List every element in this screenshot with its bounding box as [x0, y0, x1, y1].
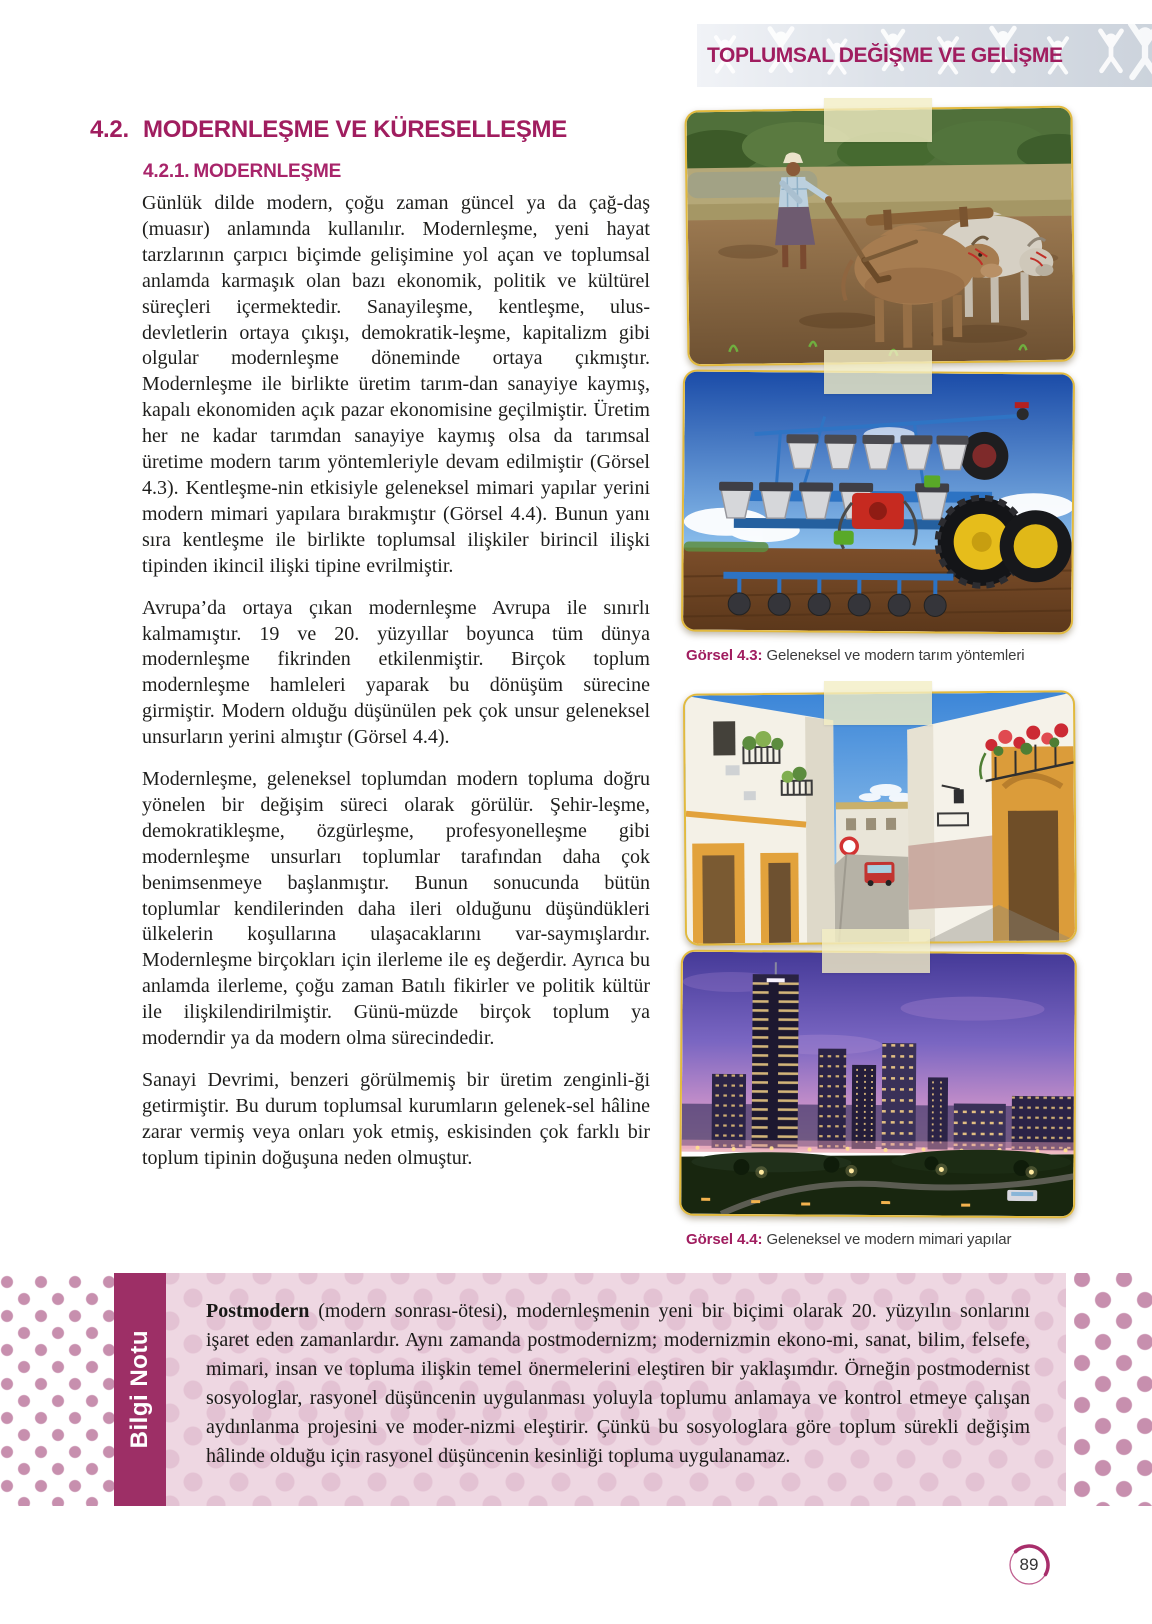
- figure-caption-text: Geleneksel ve modern mimari yapılar: [766, 1231, 1012, 1248]
- polka-dot-strip-right: [1074, 1273, 1152, 1506]
- photo-modern-seeder: [681, 369, 1075, 634]
- left-building: [685, 694, 835, 943]
- photo-traditional-street: [683, 690, 1077, 945]
- figure-caption-text: Geleneksel ve modern tarım yöntemleri: [766, 647, 1025, 664]
- photo-modern-city-night: [679, 950, 1077, 1219]
- tape-strip: [824, 681, 932, 725]
- page-number-badge: [1006, 1542, 1052, 1588]
- paragraph-3: Modernleşme, geleneksel toplumdan modern topluma doğru yönelen bir değişim süreci olarak görülür. Şehir-leşme, demokratikleşme, özgürleşme, profesyonelleşme gibi modernleşme unsurları toplumlar tarafından daha çok benimsenmeye başlanmıştır. Bunun sonucunda bütün toplumlar kendilerinden daha ileri olduğunu düşündükleri ülkelerin koşullarına ulaşacaklarını var-saymışlardır. Modernleşme birçokları için ilerleme ile eş değerdir. Ayrıca bu anlamda ilerleme, çoğu zaman Batılı fikirler ve politik kültür ile ilişkilendirilmiştir. Günü-müzde birçok toplum ya moderndir ya da modern olma sürecindedir.: [142, 768, 650, 1050]
- info-note-band: [0, 1273, 1152, 1506]
- right-building: [907, 692, 1075, 941]
- figure-label: Görsel 4.4:: [686, 1231, 763, 1248]
- chapter-header-band: [697, 24, 1152, 87]
- traditional-farming-oxen-scene: [686, 108, 1073, 365]
- photo-traditional-farming: [684, 106, 1075, 367]
- tape-strip: [824, 98, 932, 142]
- subsection-number: 4.2.1.: [143, 161, 190, 182]
- subsection-title: MODERNLEŞME: [193, 161, 342, 182]
- modern-city-night-scene: [681, 952, 1075, 1217]
- figure-caption-4-4: [686, 1231, 1011, 1248]
- info-note-sidebar: [114, 1273, 166, 1506]
- modern-seeding-machine-scene: [683, 371, 1073, 632]
- page-number: 89: [1019, 1555, 1039, 1574]
- section-heading: [90, 116, 567, 144]
- polka-dot-strip-left: [0, 1273, 114, 1506]
- info-note-box: [166, 1273, 1066, 1506]
- paragraph-4: Sanayi Devrimi, benzeri görülmemiş bir üretim zenginli-ği getirmiştir. Bu durum toplumsal kurumların gelenek-sel hâline zarar vermiş veya onları yok etmiş, eskisinden çok farklı bir toplum tipinin doğuşuna neden olmuştur.: [142, 1069, 650, 1169]
- traditional-street-scene: [685, 692, 1075, 943]
- paragraph-1: Günlük dilde modern, çoğu zaman güncel ya da çağ-daş (muasır) anlamında kullanılır. Modernleşme, yeni hayat tarzlarının çarpıcı biçimde gelişimine yol açan ve toplumsal anlamda karmaşık olan bazı ekonomik, politik ve kültürel süreçleri içermektedir. Sanayileşme, kentleşme, ulus-devletlerin ortaya çıkışı, demokratik-leşme, kapitalizm gibi olgular modernleşme döneminde ortaya çıkmıştır. Modernleşme ile birlikte üretim tarım-dan sanayiye kaymış, kapalı ekonomiden açık pazar ekonomisine geçilmiştir. Üretim her ne kadar tarımdan sanayiye kaymış olsa da tarımsal üretime modern tarım yöntemleriyle devam edilmiştir (Görsel 4.3). Kentleşme-nin etkisiyle geleneksel mimari yapılar yerini modern mimari yapılara bırakmıştır (Görsel 4.4). Bunun yanı sıra kentleşme ile birlikte toplumsal ilişkiler birincil ilişki tipinden ikincil ilişki tipine evrilmiştir.: [142, 192, 650, 577]
- body-text-column: [142, 191, 650, 1188]
- chapter-title: TOPLUMSAL DEĞİŞME VE GELİŞME: [707, 43, 1063, 67]
- postmodern-term: Postmodern: [206, 1300, 310, 1322]
- info-note-label: Bilgi Notu: [126, 1330, 153, 1449]
- section-title: MODERNLEŞME VE KÜRESELLEŞME: [143, 116, 567, 143]
- info-note-text: Postmodern (modern sonrası-ötesi), modernleşmenin yeni bir biçimi olarak 20. yüzyılın sonlarını işaret eden zamanlardır. Aynı zamanda postmodernizm; modernizmin ekono-mi, sanat, bilim, felsefe, mimari, insan ve topluma ilişkin temel önermelerini eleştiren bir yaklaşımdır. Örneğin postmodernist sosyologlar, rasyonel düşüncenin uygulanması yoluyla toplumu anlamaya ve kontrol etmeye çalışan aydınlanma projesini ve moder-nizmi eleştirir. Çünkü bu sosyologlara göre toplum sürekli değişim hâlinde olduğu için rasyonel düşüncenin kesinliği topluma uygulanamaz.: [206, 1300, 1030, 1467]
- tape-strip: [822, 929, 930, 973]
- figure-caption-4-3: [686, 647, 1025, 664]
- section-number: 4.2.: [90, 116, 129, 143]
- tape-strip: [824, 350, 932, 394]
- figure-label: Görsel 4.3:: [686, 647, 763, 664]
- paragraph-2: Avrupa’da ortaya çıkan modernleşme Avrupa ile sınırlı kalmamıştır. 19 ve 20. yüzyıllar boyunca tüm dünya modernleşme fikrinden etkilenmiştir. Birçok toplum modernleşme hamleleri yaparak bu dönüşüm sürecine girmiştir. Modern olduğu düşünülen pek çok unsur geleneksel unsurların yerini almıştır (Görsel 4.4).: [142, 596, 650, 749]
- subsection-heading: [143, 161, 341, 183]
